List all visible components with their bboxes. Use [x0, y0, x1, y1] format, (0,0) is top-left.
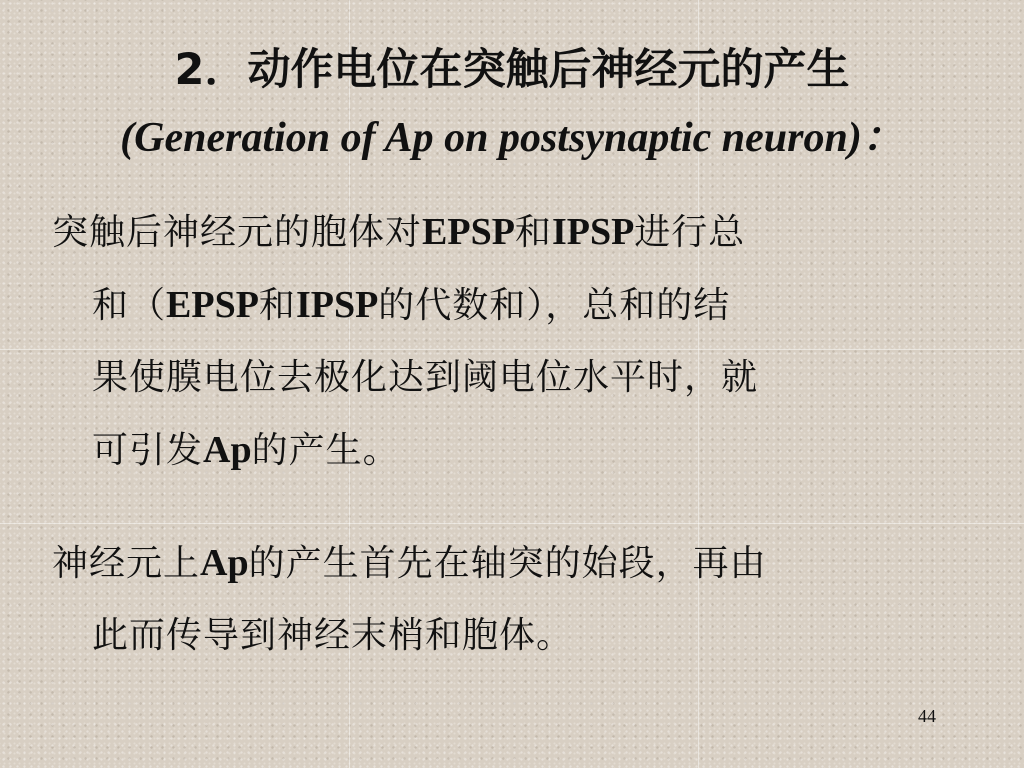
- term-epsp: EPSP: [422, 211, 515, 253]
- text-segment: 神经元上: [52, 543, 201, 584]
- slide-title-chinese: 2．动作电位在突触后神经元的产生: [174, 45, 850, 95]
- paragraph-line: [52, 414, 952, 487]
- paragraph-line: [52, 196, 952, 269]
- term-epsp: EPSP: [166, 284, 259, 326]
- slide-title-english: (Generation of Ap on postsynaptic neuron)：: [120, 115, 904, 161]
- term-ipsp: IPSP: [551, 211, 635, 253]
- text-segment: 突触后神经元的胞体对: [52, 212, 423, 253]
- text-segment: 和: [258, 285, 296, 326]
- paragraph-line: [52, 269, 952, 342]
- text-segment: 和: [514, 212, 552, 253]
- text-segment: 的产生。: [251, 430, 400, 471]
- paragraph-line: 此而传导到神经末梢和胞体。: [92, 615, 574, 656]
- page-number: 44: [918, 706, 936, 726]
- term-ap: Ap: [200, 542, 249, 584]
- paragraph-line: 果使膜电位去极化达到阈电位水平时，就: [92, 357, 759, 398]
- paragraph-summation: [52, 196, 952, 487]
- term-ap: Ap: [203, 429, 252, 471]
- text-segment: 进行总: [634, 212, 746, 253]
- text-segment: 和（: [92, 285, 167, 326]
- text-segment: 的代数和），总和的结: [378, 285, 731, 326]
- paragraph-ap-origin: [52, 527, 952, 672]
- text-segment: 可引发: [92, 430, 204, 471]
- background-grid-line: [0, 523, 1024, 524]
- term-ipsp: IPSP: [295, 284, 379, 326]
- text-segment: 的产生首先在轴突的始段，再由: [248, 543, 767, 584]
- paragraph-line: [52, 527, 952, 600]
